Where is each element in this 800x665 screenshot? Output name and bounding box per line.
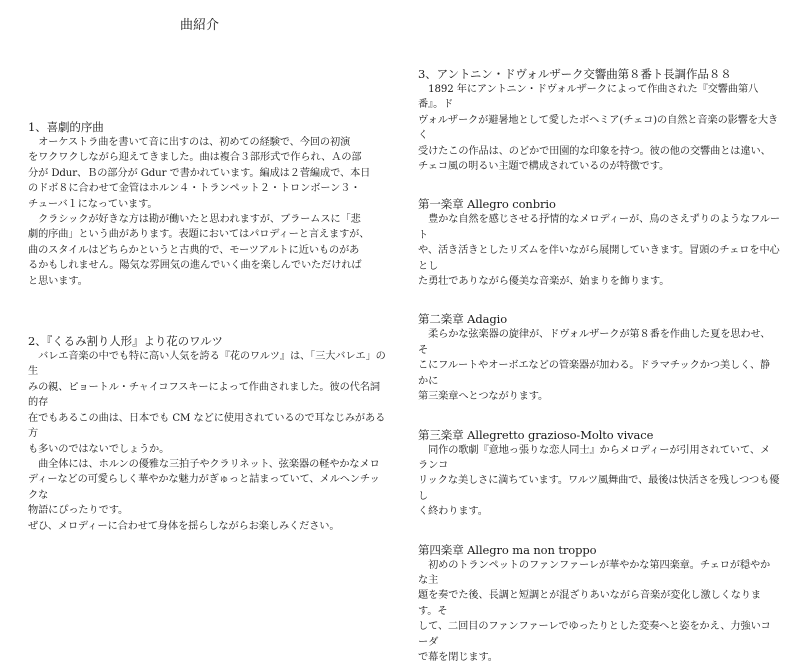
text-line: 曲全体には、ホルンの優雅な三拍子やクラリネット、弦楽器の軽やかなメロ	[28, 458, 380, 470]
text-line: も多いのではないでしょうか。	[28, 443, 170, 455]
text-line: く終わります。	[418, 506, 488, 518]
section-heading-overture: 1、喜劇的序曲	[28, 120, 104, 134]
movement-heading-2: 第二楽章 Adagio	[418, 312, 508, 327]
section-heading-waltz: 2、『くるみ割り人形』より花のワルツ	[28, 334, 223, 349]
section-heading-symphony: 3、アントニン・ドヴォルザーク交響曲第８番ト長調作品８８	[418, 67, 732, 81]
text-line: 題を奏でた後、長調と短調とが混ざりあいながら音楽が変化し激しくなります。そ	[418, 590, 761, 617]
text-line: るかもしれません。陽気な雰囲気の進んでいく曲を楽しんでいただければ	[28, 260, 362, 272]
left-column	[28, 119, 388, 534]
text-line: のドボ８に合わせて金管はホルン４・トランペット２・トロンボーン３・	[28, 183, 361, 195]
right-column	[418, 66, 780, 665]
text-line: 第三楽章へとつながります。	[418, 391, 549, 403]
text-line: バレエ音楽の中でも特に高い人気を誇る『花のワルツ』は、「三大バレエ」の生	[28, 351, 386, 378]
text-line: た勇壮でありながら優美な音楽が、始まりを飾ります。	[418, 276, 670, 288]
text-line: こにフルートやオーボエなどの管楽器が加わる。ドラマチックかつ美しく、静かに	[418, 360, 771, 387]
page-title: 曲紹介	[180, 18, 220, 33]
text-line: 劇的序曲」という曲があります。表題においてはパロディーと言えますが、	[28, 229, 370, 241]
text-line: や、活き活きとしたリズムを伴いながら展開していきます。冒頭のチェロを中心とし	[418, 245, 780, 272]
text-line: 受けたこの作品は、のどかで田園的な印象を持つ。彼の他の交響曲とは違い、	[418, 145, 771, 157]
text-line: ヴォルザークが避暑地として愛したボヘミア(チェコ)の自然と音楽の影響を大きく	[418, 114, 779, 142]
text-line: 1892 年にアントニン・ドヴォルザークによって作曲された『交響曲第八番』。ド	[418, 84, 759, 111]
text-line: ぜひ、メロディーに合わせて身体を揺らしながらお楽しみください。	[28, 520, 340, 532]
text-line: 在でもあるこの曲は、日本でも CM などに使用されているので耳なじみがある方	[28, 412, 386, 440]
text-line: ディーなどの可愛らしく華やかな魅力がぎゅっと詰まっていて、メルヘンチックな	[28, 474, 380, 501]
text-line: チューバ１になっています。	[28, 198, 158, 210]
text-line: 分が Ddur、Ｂの部分が Gdur で書かれています。編成は２菅編成で、本日	[28, 167, 371, 179]
text-line: オーケストラ曲を書いて音に出すのは、初めての経験で、今回の初演	[28, 137, 351, 148]
text-line: クラシックが好きな方は勘が働いたと思われますが、ブラームスに「悲	[28, 214, 361, 226]
movement-heading-4: 第四楽章 Allegro ma non troppo	[418, 542, 597, 557]
text-line: 豊かな自然を感じさせる抒情的なメロディーが、鳥のさえずりのようなフルート	[418, 214, 780, 241]
text-line: で幕を閉じます。	[418, 651, 498, 663]
text-line: をワクワクしながら迎えてきました。曲は複合３部形式で作られ、Ａの部	[28, 152, 362, 164]
text-line: と思います。	[28, 275, 88, 287]
text-line: して、二回目のファンファーレでゆったりとした変奏へと姿をかえ、力強いコーダ	[418, 621, 771, 648]
text-line: 物語にぴったりです。	[28, 505, 129, 517]
movement-heading-1: 第一楽章 Allegro conbrio	[418, 197, 556, 212]
text-line: リックな美しさに満ちています。ワルツ風舞曲で、最後は快活さを残しつつも優し	[418, 475, 780, 502]
text-line: 柔らかな弦楽器の旋律が、ドヴォルザークが第８番を作曲した夏を思わせ、そ	[418, 329, 771, 356]
text-line: 曲のスタイルはどちらかというと古典的で、モーツアルトに近いものがあ	[28, 244, 360, 256]
text-line: チェコ風の明るい主題で構成されているのが特徴です。	[418, 161, 670, 173]
movement-heading-3: 第三楽章 Allegretto grazioso-Molto vivace	[418, 427, 654, 442]
text-line: みの親、ピョートル・チャイコフスキーによって作曲されました。彼の代名詞的存	[28, 381, 380, 409]
text-line: 同作の歌劇『意地っ張りな恋人同士』からメロディーが引用されていて、メランコ	[418, 444, 771, 471]
text-line: 初めのトランペットのファンファーレが華やかな第四楽章。チェロが穏やかな主	[418, 559, 771, 586]
